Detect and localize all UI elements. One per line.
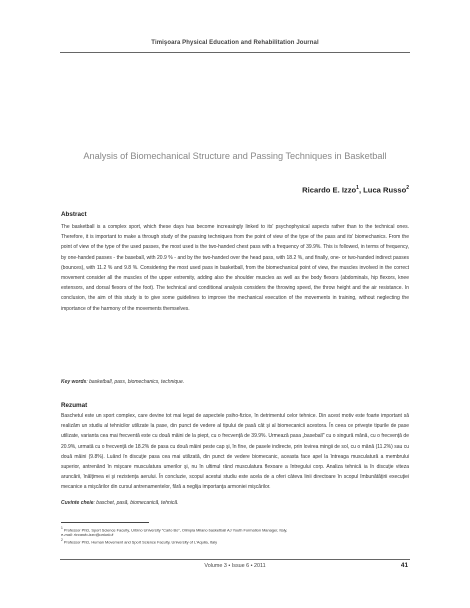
footer-rule (60, 559, 410, 560)
volume-issue: Volume 3 • Issue 6 • 2011 (204, 563, 266, 569)
abstract-keywords (61, 379, 409, 385)
footnote-1-email (61, 532, 409, 538)
footnote-2-text: Professor PhD, Human Movement and Sport Science Faculty, University of L'Aquila, Italy (62, 539, 218, 545)
cuvinte-cheie-label: Cuvinte cheie (61, 500, 94, 506)
header-rule (60, 52, 410, 53)
footnote-2 (61, 538, 409, 545)
journal-header: Timişoara Physical Education and Rehabilitation Journal (151, 40, 319, 46)
article-title: Analysis of Biomechanical Structure and Passing Techniques in Basketball (83, 151, 387, 161)
rezumat-heading: Rezumat (61, 402, 88, 409)
keywords-values: : basketball, pass, biomechanics, technique. (86, 379, 185, 385)
author-email[interactable]: e-mail: riccardo.izzo@uniurb.it (61, 532, 114, 537)
author2-footnote-mark[interactable]: 2 (406, 185, 409, 191)
author-second: , Luca Russo (358, 185, 407, 195)
footnote-1-mark: 1 (61, 526, 63, 530)
footnote-rule (61, 522, 149, 523)
abstract-heading: Abstract (61, 211, 87, 218)
rezumat-keywords (61, 500, 409, 506)
footnote-2-mark: 2 (61, 538, 63, 542)
author1-footnote-mark[interactable]: 1 (356, 185, 359, 191)
rezumat-text: Baschetul este un sport complex, care devine tot mai legat de aspectele psiho-fizice, în detrimentul celor tehnice. Din acest motiv este foarte important să realizăm un studiu al tehnicilor utilizate la pase, din punct de vedere al tipului de pasă cât şi al biomecanicii acestora. În ceea ce priveşte tipurile de pase utilizate, varianta cea mai frecventă este cu două mâini de la piept, cu o frecvenţă de 39.9%. Urmează pasa „baseball" cu o singură mână, cu o frecvenţă de 20.9%, urmată cu o frecvenţă de 18.2% de pasa cu două mâini peste cap şi, în fine, de pasele indirecte, prin lovirea mingii de sol, cu o mână (11.2%) sau cu două mâini (9.8%). Luând în discuţie pasa cea mai utilizată, din punct de vedere biomecanic, aceasta face apel la întreaga musculatură a membrului superior, antrenând în mişcare musculatura umerilor şi, nu în ultimul rând musculatura flexoare a întregului corp. Analiza tehnică ia în discuţie viteza aruncării, înălţimea ei şi rezistenţa aerului. În concluzie, scopul acestui studiu este acela de a oferi câteva linii directoare în scopul îmbunătăţirii execuţiei mecanice a mişcărilor din cursul antrenamentelor, fără a neglija importanţa armoniei mişcărilor. (61, 413, 409, 491)
cuvinte-cheie-values: : baschet, pasă, biomecanică, tehnică. (93, 500, 179, 506)
keywords-label: Key words (61, 379, 87, 385)
footnote-1-text: Professor PhD, Sport Science Faculty, Urbino University "Carlo Bo", Olimpia Milano basketball AJ Youth Formation Manager, Italy, (62, 527, 288, 533)
abstract-text: The basketball is a complex sport, which these days has become increasingly linked to its' psychophysical aspects rather than to the technical ones. Therefore, it is important to make a through study of the passing techniques from the point of view of the type of the pass and its' biomechanics. From the point of view of the type of the used passes, the most used is the two-handed chest pass with a frequency of 39.9%. This is followed, in terms of frequency, by one-handed passes - the baseball, with 20.9 % - and by the two-handed over the head pass, with 18.2 %, and finally, one- or two-handed indirect passes (bounces), with 11.2 % and 9.8 %. Considering the most used pass in basketball, from the biomechanical point of view, the muscles involved in the correct movement consider all the muscles of the upper extremity, adding also the shoulder muscles as well as the body flexors (abdominals, hip flexors, knee extensors, and dorsal flexors of the foot). The technical and conditional analysis considers the throwing speed, the throw height and the air resistance. In conclusion, the aim of this study is to give some guidelines to improve the mechanical execution of the movements in training, without neglecting the importance of the harmony of the movements themselves. (61, 224, 409, 312)
author-names: Ricardo E. Izzo (302, 185, 357, 195)
page-number: 41 (400, 562, 408, 569)
author-line (302, 185, 409, 195)
